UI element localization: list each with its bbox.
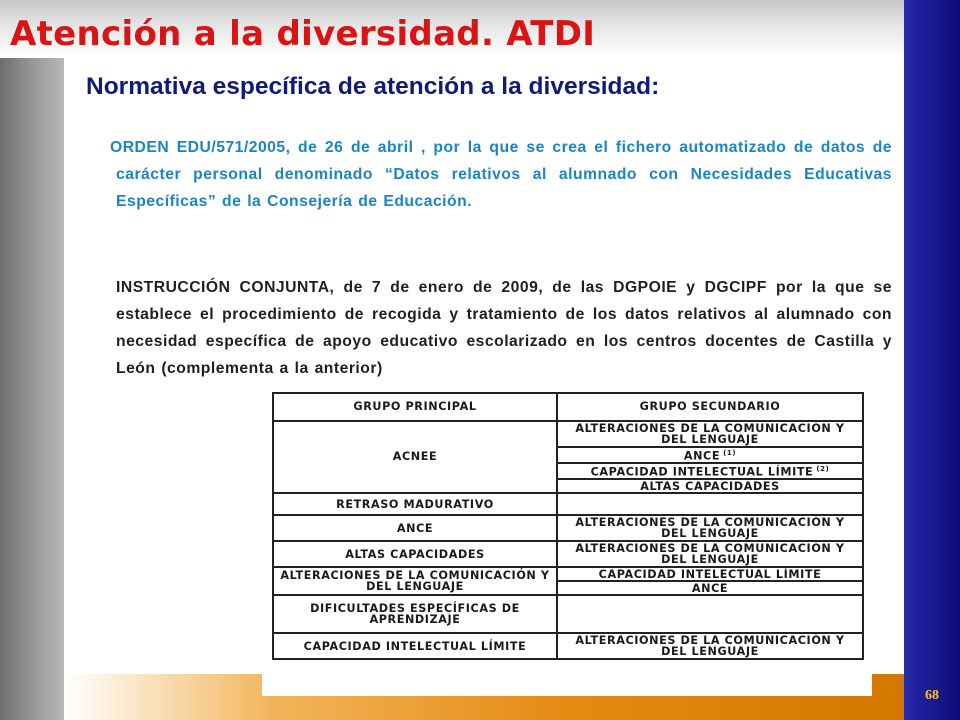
right-decorative-bar — [904, 0, 960, 720]
table-row — [273, 595, 863, 633]
orden-paragraph: ORDEN EDU/571/2005, de 26 de abril , por la que se crea el fichero automatizado de datos de carácter personal denominado “Datos relativos al alumnado con Necesidades Educativas Específicas” de la Consejería de Educación. — [110, 139, 892, 210]
grupo-secundario-cell — [557, 567, 863, 581]
grupo-secundario-cell — [557, 493, 863, 515]
header-grupo-principal: GRUPO PRINCIPAL — [273, 393, 557, 421]
grupo-secundario-cell — [557, 541, 863, 567]
grupo-principal-cell: ALTAS CAPACIDADES — [273, 541, 557, 567]
grupo-principal-cell: ALTERACIONES DE LA COMUNICACIÓN Y DEL LENGUAJE — [273, 567, 557, 595]
table-row — [273, 567, 863, 581]
header-grupo-secundario: GRUPO SECUNDARIO — [557, 393, 863, 421]
table-header-row — [273, 393, 863, 421]
table-row — [273, 541, 863, 567]
table-row — [273, 515, 863, 541]
instruccion-paragraph: INSTRUCCIÓN CONJUNTA, de 7 de enero de 2009, de las DGPOIE y DGCIPF por la que se establece el procedimiento de recogida y tratamiento de los datos relativos al alumnado con necesidad específica de apoyo educativo escolarizado en los centros docentes de Castilla y León (complementa a la anterior) — [116, 279, 892, 377]
grupo-secundario-text: ALTAS CAPACIDADES — [640, 479, 780, 493]
grupo-principal-cell: DIFICULTADES ESPECÍFICAS DE APRENDIZAJE — [273, 595, 557, 633]
table-row — [273, 421, 863, 447]
grupo-secundario-text: ALTERACIONES DE LA COMUNICACIÓN Y DEL LENGUAJE — [575, 541, 845, 567]
page-number: 68 — [925, 688, 939, 703]
grupo-secundario-cell — [557, 447, 863, 463]
grupo-secundario-cell — [557, 595, 863, 633]
grupo-secundario-text: CAPACIDAD INTELECTUAL LÍMITE — [598, 567, 822, 581]
grupo-secundario-cell — [557, 515, 863, 541]
slide-title: Atención a la diversidad. ATDI — [10, 14, 596, 54]
grupo-secundario-cell — [557, 463, 863, 479]
grupo-principal-cell: ACNEE — [273, 421, 557, 493]
grupo-principal-cell: ANCE — [273, 515, 557, 541]
slide-subtitle: Normativa específica de atención a la diversidad: — [86, 73, 660, 100]
grupo-secundario-text: CAPACIDAD INTELECTUAL LÍMITE — [590, 465, 814, 479]
footnote-marker: (1) — [723, 449, 737, 457]
grupo-secundario-text: ANCE — [683, 449, 721, 463]
footnote-marker: (2) — [816, 465, 830, 474]
grupo-principal-cell: RETRASO MADURATIVO — [273, 493, 557, 515]
groups-table-image — [262, 386, 872, 696]
groups-table — [272, 392, 864, 660]
grupo-secundario-text: ANCE — [691, 581, 729, 595]
grupo-secundario-cell — [557, 479, 863, 493]
grupo-secundario-text: ALTERACIONES DE LA COMUNICACIÓN Y DEL LENGUAJE — [575, 421, 845, 446]
grupo-secundario-cell — [557, 421, 863, 447]
table-body — [273, 421, 863, 659]
grupo-secundario-text: ALTERACIONES DE LA COMUNICACIÓN Y DEL LENGUAJE — [575, 515, 845, 541]
grupo-secundario-cell — [557, 581, 863, 595]
grupo-secundario-cell — [557, 633, 863, 659]
table-row — [273, 493, 863, 515]
table-row — [273, 633, 863, 659]
grupo-secundario-text: ALTERACIONES DE LA COMUNICACIÓN Y DEL LENGUAJE — [575, 633, 845, 659]
grupo-principal-cell: CAPACIDAD INTELECTUAL LÍMITE — [273, 633, 557, 659]
left-decorative-bar — [0, 58, 64, 720]
